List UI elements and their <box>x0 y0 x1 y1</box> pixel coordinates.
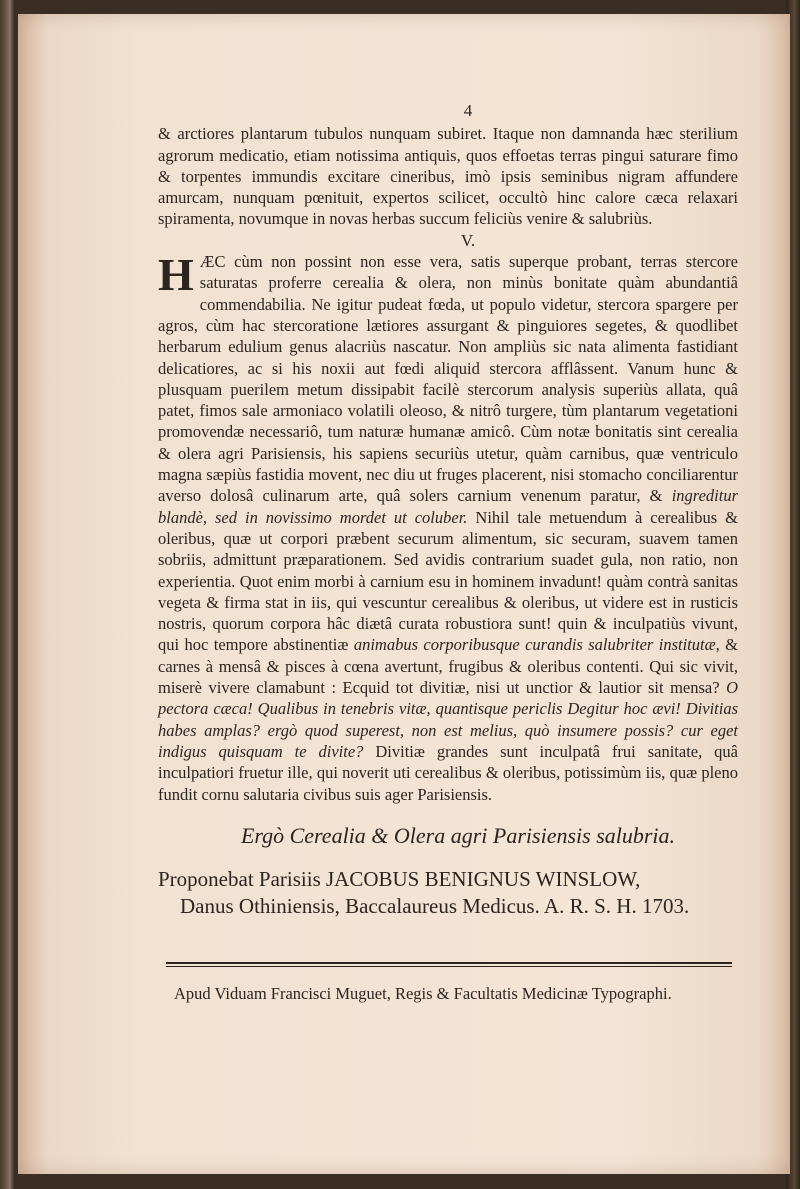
divider-rule <box>166 962 732 964</box>
paragraph-2-text: ÆC cùm non possint non esse vera, satis superque probant, terras stercore saturatas proferre cerealia & olera, non minùs bonitate quàm abundantiâ commendabilia. Ne igitur pudeat fœda, ut populo videtur, stercora spargere per agros, cùm hac stercoratione lætiores assurgant & pinguiores segetes, & quodlibet herbarum edulium genus alacriùs nascatur. Non ampliùs sic nata alimenta fastidiant delicatiores, ac si his noxii aut fœdi aliquid stercora afflâssent. Vanum hunc & plusquam puerilem metum dissipabit facilè stercorum analysis superiùs allata, quâ patet, fimos sale armoniaco volatili oleoso, & nitrô turgere, tùm plantarum vegetationi promovendæ necessariô, tum naturæ humanæ amicô. Cùm notæ bonitatis sint cerealia & olera agri Parisiensis, his sapiens securiùs utetur, quàm carnibus, quæ ventriculo magna sæpiùs fastidia movent, nec diu ut fruges placerent, nisi stomacho conciliarentur averso dolosâ culinarum arte, quâ solers carnium venenum paratur, & <box>158 252 738 506</box>
conclusion: Ergò Cerealia & Olera agri Parisiensis salubria. <box>240 822 676 848</box>
proponebat-line-2: Danus Othiniensis, Baccalaureus Medicus. A. R. S. H. 1703. <box>180 894 690 919</box>
quote-italic-1: ingreditur blandè, sed in novissimo mordet ut coluber. <box>158 486 739 527</box>
paragraph-2-text-4: Divitiæ grandes sunt inculpatâ frui sanitate, quâ inculpatiori fruetur ille, qui noverit uti cerealibus & oleribus, potissimùm iis, quæ pleno fundit cornu salutaria civibus suis ager Parisiensis. <box>158 741 738 804</box>
section-number: V. <box>460 230 476 250</box>
proponebat-line-1: Proponebat Parisiis JACOBUS BENIGNUS WINSLOW, <box>158 867 641 892</box>
quote-italic-2: animabus corporibusque curandis salubriter institutæ <box>353 635 716 655</box>
page-number: 4 <box>463 101 473 120</box>
page-content <box>158 100 738 920</box>
drop-cap: H <box>158 249 194 301</box>
proponebat <box>158 866 738 920</box>
divider-rule-thin <box>166 966 732 967</box>
paragraph-2-text-2: Nihil tale metuendum à cerealibus & oleribus, quæ ut corpori præbent securum alimentum, sic securam, suavem tamen sobriis, admittunt præparationem. Sed avidis contrarium suadet gula, non ratio, non experientia. Quot enim morbi à carnium esu in hominem invadunt! quàm contrà sanitas vegeta & firma stat in iis, qui vescuntur cerealibus & oleribus, ut videre est in rusticis nostris, quorum corpora hâc diætâ curata robustiora sunt! quin & inculpatiùs vivunt, qui hoc tempore abstinentiæ <box>158 507 739 655</box>
imprint: Apud Viduam Francisci Muguet, Regis & Facultatis Medicinæ Typographi. <box>174 984 672 1003</box>
paragraph-1: & arctiores plantarum tubulos nunquam subiret. Itaque non damnanda hæc sterilium agrorum medicatio, etiam notissima antiquis, quos effoetas terras pingui saturare fimo & torpentes immundis excitare cineribus, imò ipsis seminibus nigram affundere amurcam, nunquam pœnituit, expertos scilicet, occultò hinc calore cæca relaxari spiramenta, novumque in novas herbas succum feliciùs venire & salubriùs. <box>158 124 738 229</box>
quote-italic-3: O pectora cæca! Qualibus in tenebris vitæ, quantisque periclis Degitur hoc ævi! Divitias habes amplas? ergò quod superest, non est melius, quò insumere possis? cur eget indigus quisquam te divite? <box>158 678 738 761</box>
paragraph-2 <box>158 251 738 805</box>
paragraph-2-text-3: , & carnes à mensâ & pisces à cœna avertunt, frugibus & oleribus contenti. Qui sic vivit, miserè vivere clamabunt : Ecquid tot divitiæ, nisi ut unctior & lautior sit mensa? <box>158 635 738 698</box>
